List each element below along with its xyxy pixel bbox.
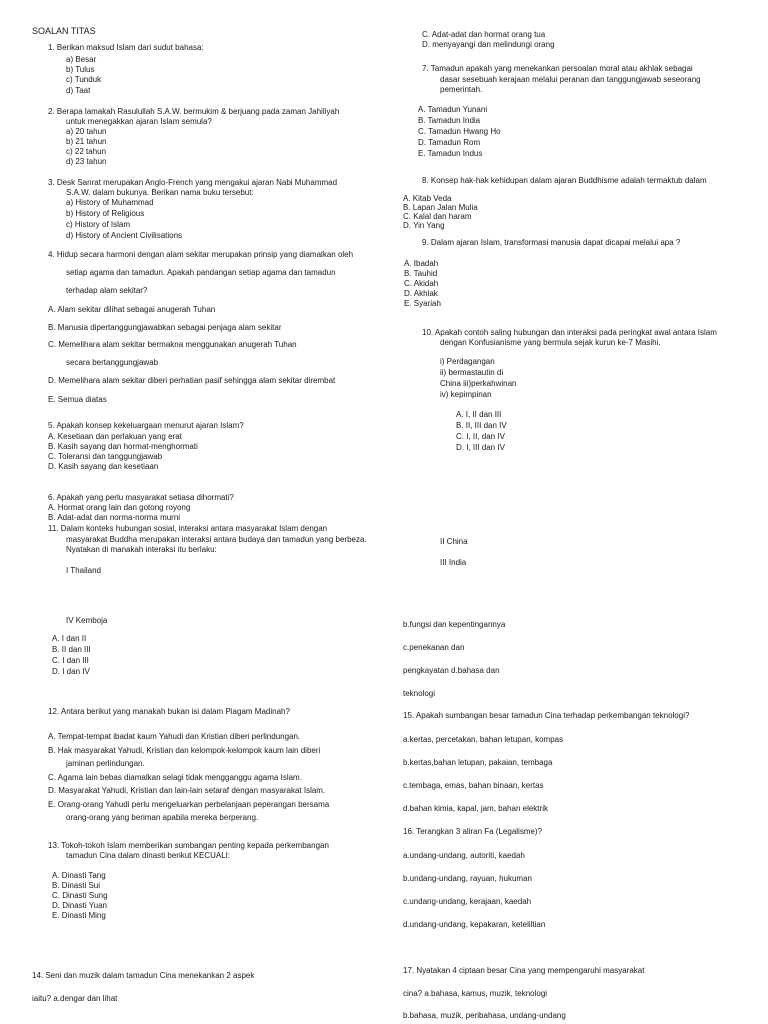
question-7-option-a: A. Tamadun Yunani	[418, 105, 488, 114]
question-10-item-i: i) Perdagangan	[440, 357, 495, 366]
question-1-stem: 1. Berikan maksud Islam dari sudut bahasa:	[48, 43, 204, 52]
question-13-option-d: D. Dinasti Yuan	[52, 901, 107, 910]
question-9-option-d: D. Akhlak	[404, 289, 438, 298]
question-10-option-d: D. I, III dan IV	[456, 443, 505, 452]
question-10-option-a: A. I, II dan III	[456, 410, 502, 419]
page-title: SOALAN TITAS	[32, 26, 96, 36]
question-14-line-d-cont: teknologi	[403, 689, 436, 698]
question-11-item-iii: III India	[440, 558, 467, 567]
question-11-option-d: D. I dan IV	[52, 667, 90, 676]
question-13-stem: 13. Tokoh-tokoh Islam memberikan sumbangan penting kepada perkembangan	[48, 841, 329, 850]
question-12-option-a: A. Tempat-tempat ibadat kaum Yahudi dan Kristian diberi perlindungan.	[48, 732, 301, 741]
question-10-option-b: B. II, III dan IV	[456, 421, 507, 430]
question-14-stem-cont: iaitu? a.dengar dan lihat	[32, 994, 118, 1003]
question-11-stem-cont-2: Nyatakan di manakah interaksi itu berlaku:	[66, 545, 217, 554]
question-6-option-b: B. Adat-adat dan norma-norma murni	[48, 513, 181, 522]
question-16-option-a: a.undang-undang, autoriti, kaedah	[403, 851, 525, 860]
question-11-item-ii: II China	[440, 537, 468, 546]
question-16-option-d: d.undang-undang, kepakaran, keteliltian	[403, 920, 546, 929]
question-4-option-b: B. Manusia dipertanggungjawabkan sebagai penjaga alam sekitar	[48, 323, 282, 332]
question-13-stem-cont: tamadun Cina dalam dinasti berikut KECUALI:	[66, 851, 231, 860]
question-8-option-c: C. Kalal dan haram	[403, 212, 472, 221]
question-10-stem-cont: dengan Konfusianisme yang bermula sejak kurun ke-7 Masihi.	[440, 338, 661, 347]
question-4-stem: 4. Hidup secara harmoni dengan alam sekitar merupakan prinsip yang diamalkan oleh	[48, 250, 354, 259]
question-2-option-d: d) 23 tahun	[66, 157, 107, 166]
question-7-option-b: B. Tamadun India	[418, 116, 481, 125]
question-6-option-c: C. Adat-adat dan hormat orang tua	[422, 30, 546, 39]
question-1-option-c: c) Tunduk	[66, 75, 102, 84]
question-14-line-b: b.fungsi dan kepentingannya	[403, 620, 506, 629]
question-13-option-b: B. Dinasti Sui	[52, 881, 101, 890]
question-4-option-d: D. Memelihara alam sekitar diberi perhatian pasif sehingga alam sekitar dirembat	[48, 376, 336, 385]
question-16-option-c: c.undang-undang, kerajaan, kaedah	[403, 897, 532, 906]
question-9-option-b: B. Tauhid	[404, 269, 438, 278]
question-10-item-iii: China iii)perkahwinan	[440, 379, 517, 388]
question-9-stem: 9. Dalam ajaran Islam, transformasi manusia dapat dicapai melalui apa ?	[422, 238, 681, 247]
question-4-stem-cont-2: terhadap alam sekitar?	[66, 286, 148, 295]
question-1-option-d: d) Taat	[66, 86, 91, 95]
question-11-stem: 11. Dalam konteks hubungan sosial, interaksi antara masyarakat Islam dengan	[48, 524, 328, 533]
question-16-option-b: b.undang-undang, rayuan, hukuman	[403, 874, 532, 883]
question-1-option-a: a) Besar	[66, 55, 97, 64]
question-9-option-a: A. Ibadah	[404, 259, 439, 268]
question-5-option-d: D. Kasih sayang dan kesetiaan	[48, 462, 159, 471]
question-13-option-e: E. Dinasti Ming	[52, 911, 106, 920]
question-15-option-d: d.bahan kimia, kapal, jam, bahan elektrik	[403, 804, 548, 813]
question-12-option-d: D. Masyarakat Yahudi, Kristian dan lain-lain setaraf dengan masyarakat Islam.	[48, 786, 326, 795]
question-2-option-c: c) 22 tahun	[66, 147, 107, 156]
question-1-option-b: b) Tulus	[66, 65, 95, 74]
question-5-stem: 5. Apakah konsep kekeluargaan menurut ajaran Islam?	[48, 421, 244, 430]
question-16-stem: 16. Terangkan 3 aliran Fa (Legalisme)?	[403, 827, 543, 836]
question-17-stem: 17. Nyatakan 4 ciptaan besar Cina yang mempengaruhi masyarakat	[403, 966, 645, 975]
question-4-option-a: A. Alam sekitar dilihat sebagai anugerah Tuhan	[48, 305, 216, 314]
question-7-stem-cont-2: pemerintah.	[440, 85, 483, 94]
question-8-option-b: B. Lapan Jalan Mulia	[403, 203, 478, 212]
question-2-option-a: a) 20 tahun	[66, 127, 107, 136]
question-7-option-d: D. Tamadun Rom	[418, 138, 481, 147]
question-11-option-a: A. I dan II	[52, 634, 87, 643]
question-15-option-b: b.kertas,bahan letupan, pakaian, tembaga	[403, 758, 553, 767]
question-11-item-iv: IV Kemboja	[66, 616, 108, 625]
question-3-stem: 3. Desk Sanrat merupakan Anglo-French yang mengakui ajaran Nabi Muhammad	[48, 178, 338, 187]
question-7-option-e: E. Tamadun Indus	[418, 149, 483, 158]
question-13-option-a: A. Dinasti Tang	[52, 871, 106, 880]
question-8-stem: 8. Konsep hak-hak kehidupan dalam ajaran Buddhisme adalah termaktub dalam	[422, 176, 707, 185]
question-15-stem: 15. Apakah sumbangan besar tamadun Cina terhadap perkembangan teknologi?	[403, 711, 690, 720]
question-3-option-a: a) History of Muhammad	[66, 198, 154, 207]
question-12-option-e-cont: orang-orang yang beriman apabila mereka berperang.	[66, 813, 259, 822]
question-14-line-c-cont: pengkayatan d.bahasa dan	[403, 666, 500, 675]
question-3-option-d: d) History of Ancient Civilisations	[66, 231, 183, 240]
question-2-stem-cont: untuk menegakkan ajaran Islam semula?	[66, 117, 212, 126]
question-10-item-iv: iv) kepimpinan	[440, 390, 492, 399]
question-10-item-ii: ii) bermastautin di	[440, 368, 504, 377]
question-12-option-e: E. Orang-orang Yahudi perlu mengeluarkan perbelanjaan peperangan bersama	[48, 800, 330, 809]
question-3-option-c: c) History of Islam	[66, 220, 131, 229]
question-12-option-c: C. Agama lain bebas diamalkan selagi tidak mengganggu agama Islam.	[48, 773, 302, 782]
question-11-option-c: C. I dan III	[52, 656, 89, 665]
question-8-option-d: D. Yin Yang	[403, 221, 445, 230]
question-10-option-c: C. I, II, dan IV	[456, 432, 505, 441]
question-11-option-b: B. II dan III	[52, 645, 91, 654]
question-5-option-a: A. Kesetiaan dan perlakuan yang erat	[48, 432, 182, 441]
question-5-option-c: C. Toleransi dan tanggungjawab	[48, 452, 163, 461]
question-15-option-a: a.kertas, percetakan, bahan letupan, kompas	[403, 735, 564, 744]
question-12-option-b: B. Hak masyarakat Yahudi, Kristian dan kelompok-kelompok kaum lain diberi	[48, 746, 321, 755]
question-3-stem-cont: S.A.W. dalam bukunya. Berikan nama buku tersebut:	[66, 188, 254, 197]
question-13-option-c: C. Dinasti Sung	[52, 891, 108, 900]
question-11-item-i: I Thailand	[66, 566, 101, 575]
question-4-option-e: E. Semua diatas	[48, 395, 107, 404]
question-14-line-c: c.penekanan dan	[403, 643, 465, 652]
question-7-option-c: C. Tamadun Hwang Ho	[418, 127, 501, 136]
question-8-option-a: A. Kitab Veda	[403, 194, 452, 203]
question-6-stem: 6. Apakah yang perlu masyarakat setiasa dihormati?	[48, 493, 234, 502]
question-15-option-c: c.tembaga, emas, bahan binaan, kertas	[403, 781, 544, 790]
question-2-stem: 2. Berapa lamakah Rasulullah S.A.W. bermukim & berjuang pada zaman Jahiliyah	[48, 107, 340, 116]
question-11-stem-cont-1: masyarakat Buddha merupakan interaksi antara budaya dan tamadun yang berbeza.	[66, 535, 367, 544]
question-17-stem-cont: cina? a.bahasa, kamus, muzik, teknologi	[403, 989, 548, 998]
question-6-option-a: A. Hormat orang lain dan gotong royong	[48, 503, 191, 512]
question-12-option-b-cont: jaminan perlindungan.	[66, 759, 145, 768]
question-17-option-b: b.bahasa, muzik, peribahasa, undang-undang	[403, 1011, 566, 1020]
question-6-option-d: D. menyayangi dan melindungi orang	[422, 40, 555, 49]
question-7-stem-cont-1: dasar sesebuah kerajaan melalui peranan dan tanggungjawab seseorang	[440, 75, 701, 84]
question-7-stem: 7. Tamadun apakah yang menekankan persoalan moral atau akhlak sebagai	[422, 64, 693, 73]
question-2-option-b: b) 21 tahun	[66, 137, 107, 146]
question-10-stem: 10. Apakah contoh saling hubungan dan interaksi pada peringkat awal antara Islam	[422, 328, 717, 337]
question-4-option-c-cont: secara bertanggungjawab	[66, 358, 159, 367]
question-14-stem: 14. Seni dan muzik dalam tamadun Cina menekankan 2 aspek	[32, 971, 255, 980]
question-4-option-c: C. Memelihara alam sekitar bermakna menggunakan anugerah Tuhan	[48, 340, 297, 349]
question-5-option-b: B. Kasih sayang dan hormat-menghormati	[48, 442, 198, 451]
question-3-option-b: b) History of Religious	[66, 209, 145, 218]
question-4-stem-cont-1: setiap agama dan tamadun. Apakah pandangan setiap agama dan tamadun	[66, 268, 336, 277]
question-9-option-e: E. Syariah	[404, 299, 441, 308]
question-12-stem: 12. Antara berikut yang manakah bukan isi dalam Piagam Madinah?	[48, 707, 290, 716]
question-9-option-c: C. Akidah	[404, 279, 439, 288]
